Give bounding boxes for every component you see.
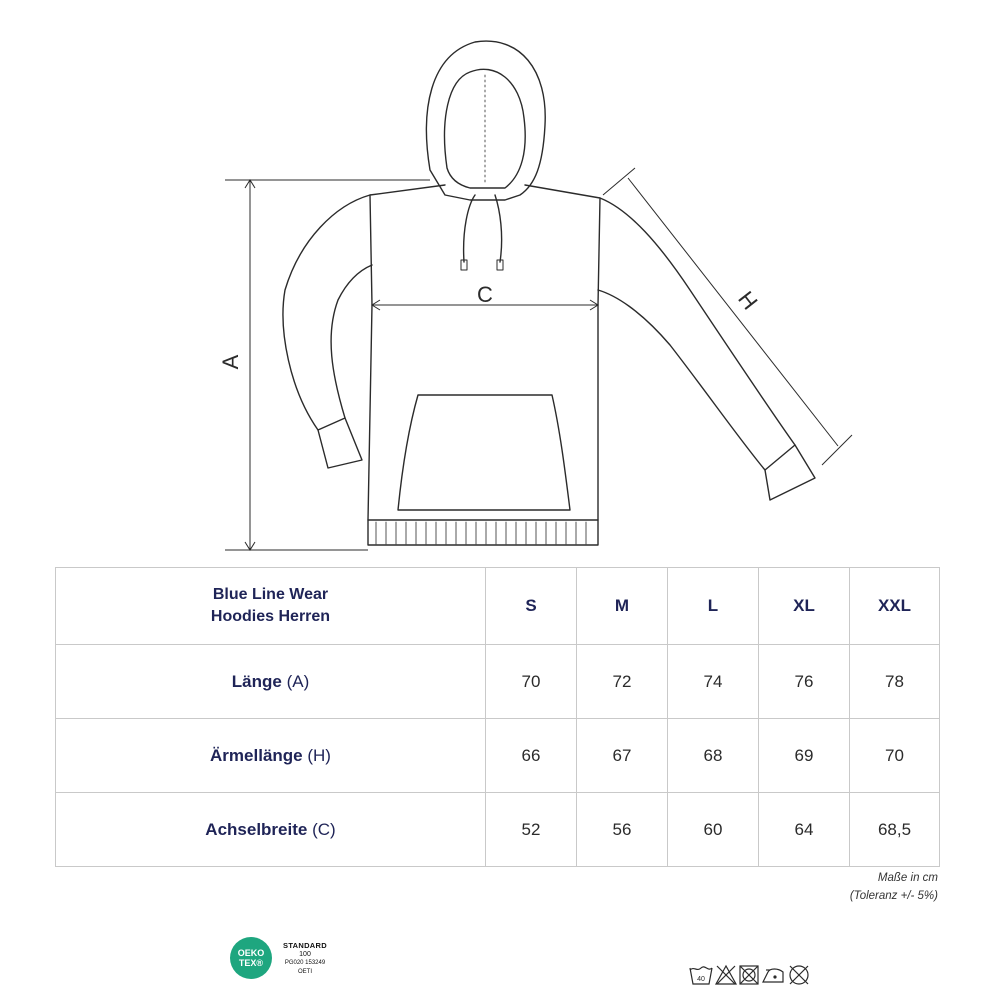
row-label-code: (H) [307,745,331,765]
sleeve-right [598,198,795,470]
oeko-standard: STANDARD [283,941,327,950]
table-cell: 78 [850,645,940,719]
size-table [55,567,940,867]
row-label [56,719,486,793]
no-tumble-dry-icon [740,966,758,984]
hood-outline [426,41,545,200]
size-header: S [486,568,577,645]
table-cell: 69 [759,719,850,793]
size-header: M [577,568,668,645]
row-label-text: Ärmellänge [210,745,303,765]
size-header: XXL [850,568,940,645]
oeko-number: 100 [299,951,311,958]
svg-text:40: 40 [697,976,705,983]
brand-line-2: Hoodies Herren [210,608,331,625]
table-cell: 74 [668,645,759,719]
table-cell: 70 [486,645,577,719]
kangaroo-pocket [398,395,570,510]
table-cell: 76 [759,645,850,719]
table-header-row [56,568,940,645]
table-row [56,719,940,793]
sleeve-left [283,195,372,430]
table-cell: 68 [668,719,759,793]
row-label-code: (C) [312,819,336,839]
brand-line-1: Blue Line Wear [212,586,329,603]
note-units: Maße in cm [877,872,938,884]
oeko-institute: OETI [297,969,312,975]
care-symbols [688,962,813,988]
table-cell: 66 [486,719,577,793]
table-cell: 52 [486,793,577,867]
size-header: XL [759,568,850,645]
no-bleach-icon [716,966,736,984]
oeko-logo-line2: TEX® [238,958,264,968]
oeko-tex-details [280,941,330,977]
oeko-tex-logo [230,937,272,979]
label-A: A [218,354,243,370]
table-cell: 72 [577,645,668,719]
table-cell: 60 [668,793,759,867]
oeko-tex-badge [230,937,340,985]
wash-40-icon [690,967,712,984]
note-tolerance: (Toleranz +/- 5%) [849,890,938,902]
table-cell: 70 [850,719,940,793]
table-row [56,793,940,867]
label-C: C [477,282,493,307]
row-label-code: (A) [286,671,310,691]
row-label [56,793,486,867]
row-label-text: Länge [231,671,282,691]
brand-cell [56,568,486,645]
iron-low-icon [763,969,783,982]
no-dry-clean-icon [790,966,808,984]
measurement-note [850,869,938,905]
table-cell: 56 [577,793,668,867]
oeko-code: PG020 153249 [284,960,326,966]
oeko-logo-line1: OEKO [237,948,265,958]
table-row [56,645,940,719]
label-H: H [733,286,763,315]
drawstring-left [464,195,475,262]
row-label-text: Achselbreite [205,819,308,839]
size-header: L [668,568,759,645]
table-cell: 67 [577,719,668,793]
row-label [56,645,486,719]
table-cell: 64 [759,793,850,867]
drawstring-right [495,195,502,262]
table-cell: 68,5 [850,793,940,867]
